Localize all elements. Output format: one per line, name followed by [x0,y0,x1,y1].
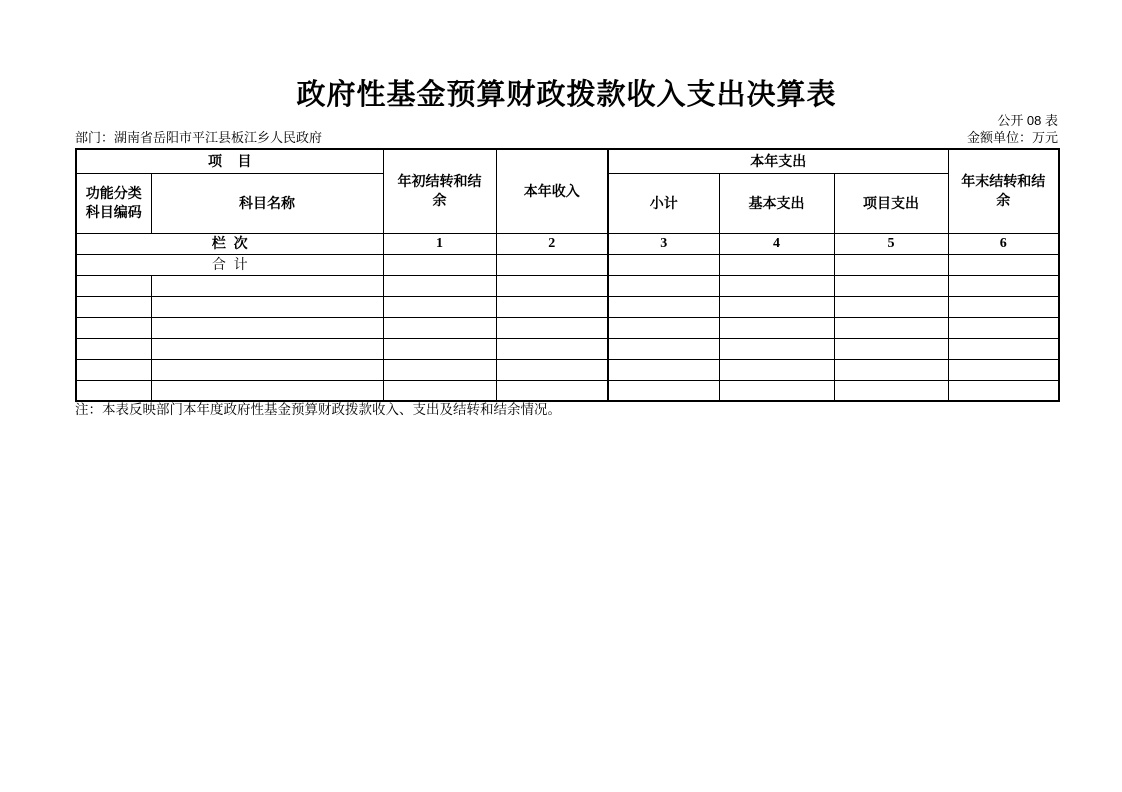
header-expense-group: 本年支出 [608,149,948,173]
empty-cell [151,296,383,317]
empty-cell [948,296,1059,317]
empty-cell [151,317,383,338]
budget-table [75,148,1060,402]
lane-number-cell: 5 [834,233,948,254]
empty-cell [151,275,383,296]
header-func-code: 功能分类科目编码 [76,173,151,233]
empty-cell [834,296,948,317]
lane-number-cell: 1 [383,233,496,254]
empty-cell [76,338,151,359]
empty-cell [496,338,608,359]
empty-cell [151,359,383,380]
table-code-label: 公开 08 表 [997,113,1058,128]
empty-cell [719,359,834,380]
empty-rows-body [76,275,1059,401]
empty-cell [608,380,719,401]
empty-cell [834,254,948,275]
empty-cell [76,380,151,401]
department-label: 部门：湖南省岳阳市平江县板江乡人民政府 [75,130,323,145]
empty-cell [151,338,383,359]
empty-cell [76,317,151,338]
empty-cell [383,380,496,401]
lane-number-cell: 6 [948,233,1059,254]
empty-cell [719,338,834,359]
empty-cell [719,296,834,317]
footnote: 注：本表反映部门本年度政府性基金预算财政拨款收入、支出及结转和结余情况。 [75,402,561,417]
empty-cell [948,317,1059,338]
empty-cell [608,317,719,338]
empty-cell [76,296,151,317]
empty-cell [719,317,834,338]
header-project-expense: 项目支出 [834,173,948,233]
empty-cell [719,275,834,296]
empty-cell [834,359,948,380]
meta-row [75,130,1058,146]
empty-cell [719,254,834,275]
empty-cell [76,359,151,380]
empty-cell [608,338,719,359]
total-row-label: 合 计 [76,254,383,275]
table-row [76,359,1059,380]
header-begin-balance: 年初结转和结余 [383,149,496,233]
table-row [76,317,1059,338]
empty-cell [496,296,608,317]
table-row [76,338,1059,359]
empty-cell [608,254,719,275]
empty-cell [608,359,719,380]
empty-cell [719,380,834,401]
lane-number-cell: 2 [496,233,608,254]
empty-cell [383,338,496,359]
empty-cell [383,317,496,338]
page-title: 政府性基金预算财政拨款收入支出决算表 [296,79,837,111]
empty-cell [948,338,1059,359]
table-row [76,296,1059,317]
empty-cell [496,380,608,401]
header-basic-expense: 基本支出 [719,173,834,233]
empty-cell [948,254,1059,275]
empty-cell [383,296,496,317]
empty-cell [383,275,496,296]
empty-cell [948,275,1059,296]
empty-cell [608,275,719,296]
header-subtotal: 小计 [608,173,719,233]
empty-cell [383,359,496,380]
empty-cell [151,380,383,401]
empty-cell [834,317,948,338]
empty-cell [496,275,608,296]
empty-cell [496,317,608,338]
empty-cell [948,380,1059,401]
lane-number-cell: 3 [608,233,719,254]
empty-cell [76,275,151,296]
empty-cell [496,254,608,275]
empty-cell [608,296,719,317]
header-subject-name: 科目名称 [151,173,383,233]
unit-label: 金额单位：万元 [966,130,1058,145]
empty-cell [834,338,948,359]
empty-cell [496,359,608,380]
table-row [76,275,1059,296]
table-row [76,380,1059,401]
header-project-group: 项 目 [76,149,383,173]
empty-cell [834,380,948,401]
header-end-balance: 年末结转和结余 [948,149,1059,233]
lane-row-label: 栏 次 [76,233,383,254]
empty-cell [834,275,948,296]
empty-cell [383,254,496,275]
empty-cell [948,359,1059,380]
lane-number-cell: 4 [719,233,834,254]
header-current-income: 本年收入 [496,149,608,233]
